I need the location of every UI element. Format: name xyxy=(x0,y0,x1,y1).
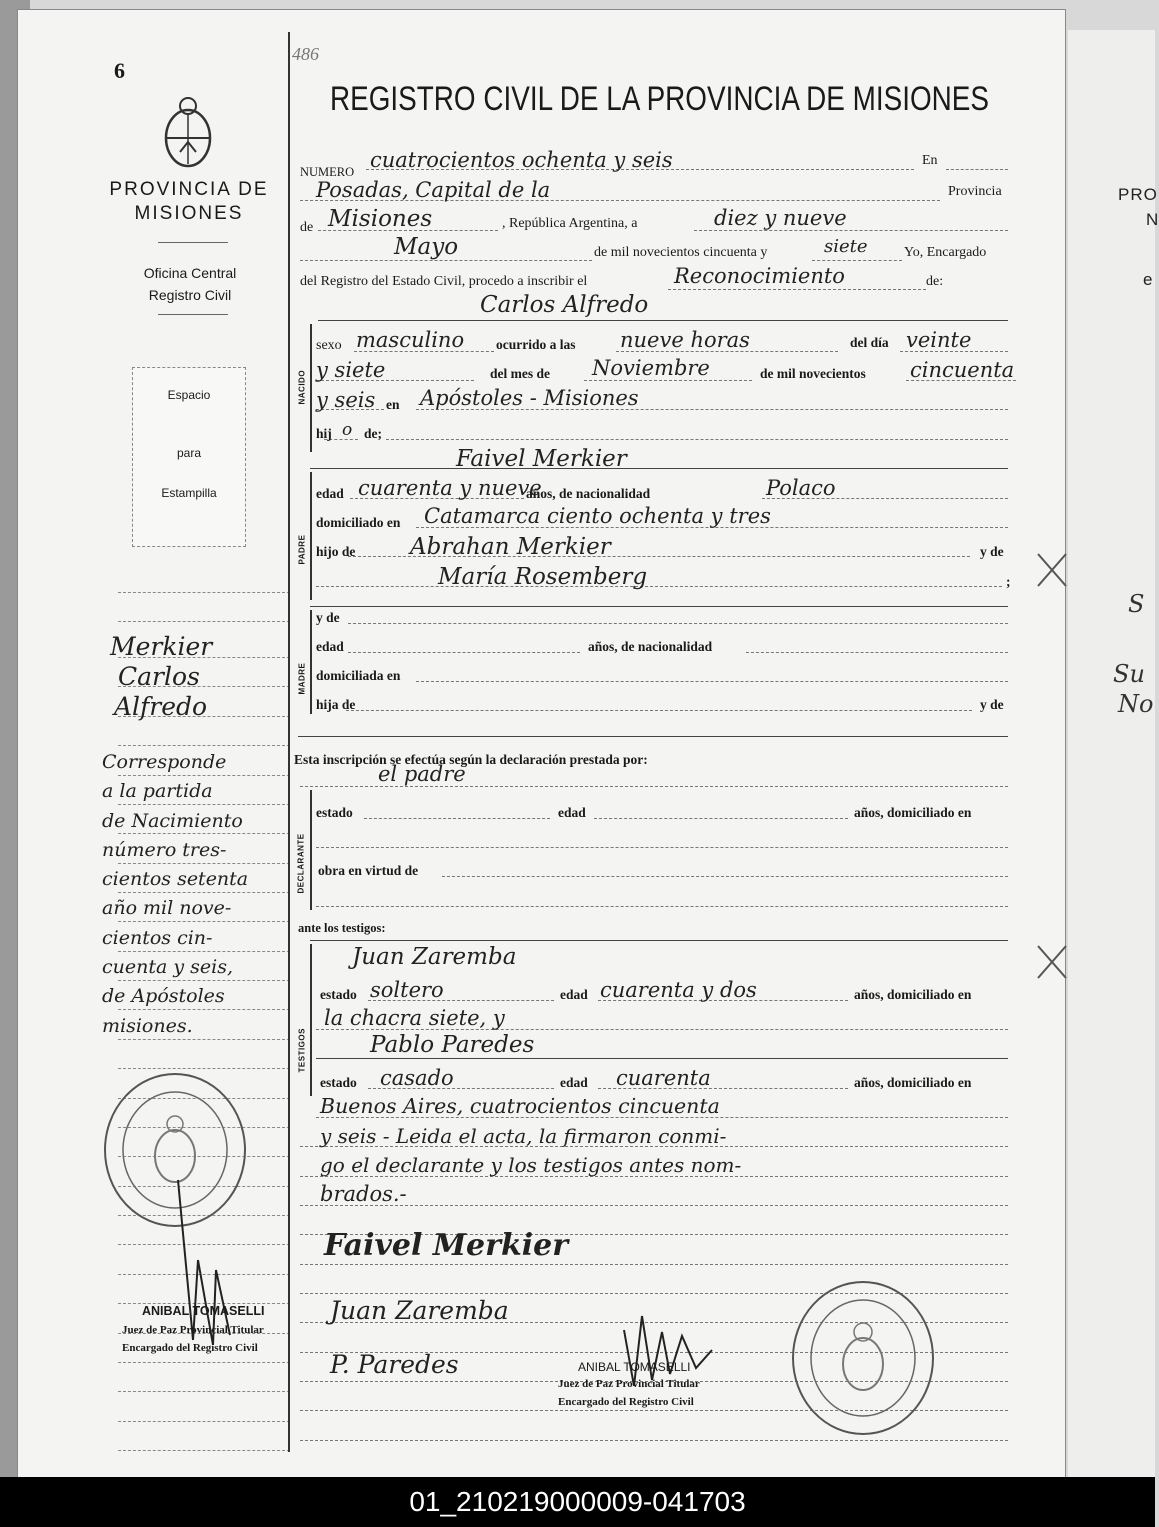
side-label-madre: MADRE xyxy=(297,662,307,695)
label-y-de: y de xyxy=(980,544,1004,559)
official-title: Juez de Paz Provincial Titular xyxy=(558,1378,700,1390)
value-act-type: Reconocimiento xyxy=(674,264,845,288)
value-dia-2: y siete xyxy=(316,358,386,382)
label-encargado: Yo, Encargado xyxy=(904,245,987,260)
label-testigos: ante los testigos: xyxy=(298,921,386,935)
value-testigo-2: Pablo Paredes xyxy=(370,1032,535,1058)
margin-surname: Merkier xyxy=(110,632,213,661)
value-testigo-1: Juan Zaremba xyxy=(352,944,517,970)
stamp-box-label-2: para xyxy=(176,446,202,460)
office-label xyxy=(104,262,276,306)
label-hij: hij xyxy=(316,426,332,441)
margin-given-name-1: Carlos xyxy=(118,662,200,691)
stamp-box-label-1: Espacio xyxy=(167,388,211,402)
adjacent-handwriting: No xyxy=(1118,690,1154,718)
office-line-2: Registro Civil xyxy=(148,287,232,303)
adjacent-text: N xyxy=(1146,210,1159,229)
coat-of-arms-icon xyxy=(158,92,218,170)
value-padre-edad: cuarenta y nueve xyxy=(358,476,542,500)
value-hora: nueve horas xyxy=(620,328,750,352)
margin-note-line: cientos setenta xyxy=(102,868,249,891)
binding-stitch-icon xyxy=(1036,942,1068,982)
label-act-de: de: xyxy=(926,274,944,289)
margin-note-line: número tres- xyxy=(102,838,227,861)
value-t2-estado: casado xyxy=(380,1066,454,1090)
label-madre-edad: edad xyxy=(316,639,344,654)
label-t1-estado: estado xyxy=(320,987,357,1002)
label-ocurrido: ocurrido a las xyxy=(496,337,576,352)
value-declarante: el padre xyxy=(378,762,466,786)
label-madre-y-de2: y de xyxy=(980,697,1004,712)
label-t2-estado: estado xyxy=(320,1075,357,1090)
margin-given-name-2: Alfredo xyxy=(114,692,208,721)
signature-padre: Faivel Merkier xyxy=(324,1228,569,1263)
margin-note-line: misiones. xyxy=(102,1014,193,1037)
label-t1-anios: años, domiciliado en xyxy=(854,987,972,1002)
margin-note xyxy=(102,748,248,1041)
province-heading xyxy=(94,178,284,226)
value-mes: Noviembre xyxy=(592,356,710,380)
value-month: Mayo xyxy=(394,234,459,260)
label-t2-edad: edad xyxy=(560,1075,588,1090)
value-closing-2: y seis - Leida el acta, la firmaron conmi- xyxy=(320,1124,727,1148)
binding-stitch-icon xyxy=(1036,550,1068,590)
margin-note-line: Corresponde xyxy=(102,751,227,773)
value-padre-dom: Catamarca ciento ochenta y tres xyxy=(424,504,771,528)
value-place: Posadas, Capital de la xyxy=(316,178,551,202)
official-name: ANIBAL TOMASELLI xyxy=(142,1304,265,1318)
label-mil-novecientos: de mil novecientos xyxy=(760,366,866,381)
label-semicolon: ; xyxy=(1006,574,1011,589)
margin-note-line: de Apóstoles xyxy=(102,985,225,1008)
value-abuelo: Abrahan Merkier xyxy=(410,534,611,560)
label-obra: obra en virtud de xyxy=(318,863,419,878)
province-line-2: MISIONES xyxy=(134,203,244,224)
label-anios-nac: años, de nacionalidad xyxy=(526,486,651,501)
registry-seal-icon xyxy=(788,1278,938,1438)
margin-note-line: cuenta y seis, xyxy=(102,956,233,979)
adjacent-text: e xyxy=(1143,270,1154,289)
margin-note-line: a la partida xyxy=(102,780,213,803)
label-sexo: sexo xyxy=(316,338,342,353)
side-label-testigos: TESTIGOS xyxy=(297,1028,307,1073)
side-label-nacido: NACIDO xyxy=(297,369,307,405)
label-en: En xyxy=(922,153,938,168)
label-anio-mil: de mil novecientos cincuenta y xyxy=(594,245,768,260)
label-republica: , República Argentina, a xyxy=(502,216,638,231)
label-t2-anios: años, domiciliado en xyxy=(854,1075,972,1090)
official-title: Juez de Paz Provincial Titular xyxy=(122,1324,264,1336)
value-closing-1: Buenos Aires, cuatrocientos cincuenta xyxy=(320,1094,720,1118)
official-office: Encargado del Registro Civil xyxy=(122,1342,258,1354)
value-anio: cincuenta xyxy=(910,358,1015,382)
label-numero: NUMERO xyxy=(300,165,355,179)
value-anio-2: y seis xyxy=(316,388,376,412)
value-t1-edad: cuarenta y dos xyxy=(600,978,757,1002)
label-hij-de: de; xyxy=(364,426,382,441)
page-number: 6 xyxy=(114,58,125,83)
label-decl-anios: años, domiciliado en xyxy=(854,805,972,820)
value-t2-edad: cuarenta xyxy=(616,1066,711,1090)
label-hijo-de: hijo de xyxy=(316,544,356,559)
divider xyxy=(158,314,228,315)
value-closing-4: brados.- xyxy=(320,1182,407,1206)
label-decl-edad: edad xyxy=(558,805,586,820)
label-madre-y-de: y de xyxy=(316,610,340,625)
divider xyxy=(158,242,228,243)
value-child-name: Carlos Alfredo xyxy=(480,292,649,318)
margin-note-line: cientos cin- xyxy=(102,926,213,949)
adjacent-page xyxy=(1068,30,1159,1477)
label-edad: edad xyxy=(316,486,344,501)
label-registro: del Registro del Estado Civil, procedo a inscribir el xyxy=(300,274,588,289)
label-domiciliado: domiciliado en xyxy=(316,515,401,530)
value-day: diez y nueve xyxy=(714,206,847,230)
value-sexo: masculino xyxy=(356,328,465,352)
official-name: ANIBAL TOMASELLI xyxy=(578,1360,691,1374)
value-padre-name: Faivel Merkier xyxy=(456,446,627,472)
signature-testigo-1: Juan Zaremba xyxy=(330,1296,509,1325)
label-del-dia: del día xyxy=(850,335,889,350)
adjacent-text: PRO xyxy=(1118,185,1158,204)
label-en2: en xyxy=(386,397,400,412)
value-abuela: María Rosemberg xyxy=(438,564,648,590)
stamp-box xyxy=(132,367,246,547)
label-inscripcion: Esta inscripción se efectúa según la declaración prestada por: xyxy=(294,752,648,767)
label-t1-edad: edad xyxy=(560,987,588,1002)
label-de: de xyxy=(300,220,314,235)
label-estado: estado xyxy=(316,805,353,820)
margin-note-line: de Nacimiento xyxy=(102,809,243,832)
province-line-1: PROVINCIA DE xyxy=(109,179,269,200)
value-t1-estado: soltero xyxy=(370,978,444,1002)
image-caption: 01_210219000009-041703 xyxy=(0,1477,1155,1527)
side-label-padre: PADRE xyxy=(297,534,307,565)
label-madre-dom: domiciliada en xyxy=(316,668,401,683)
signature-testigo-2: P. Paredes xyxy=(330,1350,459,1379)
label-madre-anios: años, de nacionalidad xyxy=(588,639,713,654)
label-provincia: Provincia xyxy=(948,184,1002,199)
value-provincia: Misiones xyxy=(328,206,433,232)
official-office: Encargado del Registro Civil xyxy=(558,1396,694,1408)
value-year: siete xyxy=(824,236,868,257)
value-padre-nac: Polaco xyxy=(766,476,836,500)
page-title: REGISTRO CIVIL DE LA PROVINCIA DE MISIONES xyxy=(330,80,989,118)
stamp-box-label-3: Estampilla xyxy=(161,486,217,500)
pencil-note: 486 xyxy=(292,44,319,64)
label-madre-hija: hija de xyxy=(316,697,356,712)
office-line-1: Oficina Central xyxy=(143,265,237,281)
value-numero: cuatrocientos ochenta y seis xyxy=(370,148,673,172)
value-closing-3: go el declarante y los testigos antes nom- xyxy=(320,1153,742,1177)
value-lugar: Apóstoles - Misiones xyxy=(420,386,639,410)
value-dia: veinte xyxy=(906,328,972,352)
value-t1-dom: la chacra siete, y xyxy=(324,1006,505,1030)
register-page xyxy=(18,10,1065,1477)
signature-scribble-icon xyxy=(168,1170,238,1350)
value-hij: o xyxy=(342,420,353,440)
label-del-mes: del mes de xyxy=(490,366,550,381)
margin-note-line: año mil nove- xyxy=(102,897,232,920)
adjacent-handwriting: S xyxy=(1128,590,1145,618)
adjacent-handwriting: Su xyxy=(1113,660,1145,688)
side-label-declarante: DECLARANTE xyxy=(296,833,306,894)
